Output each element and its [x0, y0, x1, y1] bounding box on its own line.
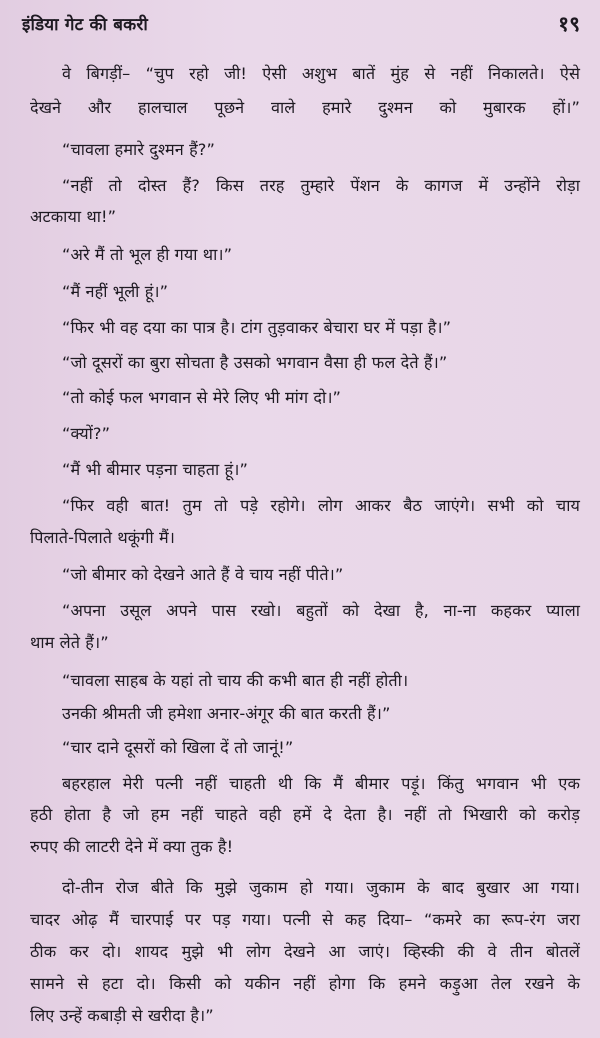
- text-line: पिलाते-पिलाते थकूंगी मैं।: [30, 528, 175, 547]
- running-title: इंडिया गेट की बकरी: [22, 15, 148, 35]
- page-number: १९: [558, 12, 580, 36]
- text-line: दो-तीन रोज बीते कि मुझे जुकाम हो गया। जुकाम के बाद बुखार आ गया।: [62, 878, 580, 897]
- text-line: “चार दाने दूसरों को खिला दें तो जानूं!”: [62, 738, 294, 757]
- text-line: “क्यों?”: [62, 424, 111, 443]
- text-line: “जो बीमार को देखने आते हैं वे चाय नहीं पीते।”: [62, 565, 344, 584]
- text-line: “जो दूसरों का बुरा सोचता है उसको भगवान वैसा ही फल देते हैं।”: [62, 353, 448, 372]
- text-line: “अरे मैं तो भूल ही गया था।”: [62, 245, 233, 264]
- text-line: “चावला साहब के यहां तो चाय की कभी बात ही नहीं होती।: [62, 671, 409, 690]
- text-line: हठी होता है जो हम नहीं चाहते वही हमें दे देता है। नहीं तो भिखारी को करोड़: [30, 805, 580, 824]
- text-line: “चावला हमारे दुश्मन हैं?”: [62, 140, 215, 159]
- text-line: उनकी श्रीमती जी हमेशा अनार-अंगूर की बात करती हैं।”: [62, 704, 391, 723]
- text-line: “फिर वही बात! तुम तो पड़े रहोगे। लोग आकर बैठ जाएंगे। सभी को चाय: [62, 496, 580, 515]
- text-line: थाम लेते हैं।”: [30, 633, 109, 652]
- text-line: ठीक कर दो। शायद मुझे भी लोग देखने आ जाएं। व्हिस्की की वे तीन बोतलें: [30, 942, 580, 961]
- text-line: “फिर भी वह दया का पात्र है। टांग तुड़वाकर बेचारा घर में पड़ा है।”: [62, 318, 452, 337]
- text-line: सामने से हटा दो। किसी को यकीन नहीं होगा कि हमने कड़ुआ तेल रखने के: [30, 974, 580, 993]
- text-line: “मैं नहीं भूली हूं।”: [62, 282, 169, 301]
- text-line: देखने और हालचाल पूछने वाले हमारे दुश्मन को मुबारक हों।”: [30, 98, 580, 117]
- text-line: “अपना उसूल अपने पास रखो। बहुतों को देखा है, ना-ना कहकर प्याला: [62, 601, 580, 620]
- text-line: बहरहाल मेरी पत्नी नहीं चाहती थी कि मैं बीमार पड़ूं। किंतु भगवान भी एक: [62, 774, 580, 793]
- text-line: चादर ओढ़ मैं चारपाई पर पड़ गया। पत्नी से कह दिया– “कमरे का रूप-रंग जरा: [30, 910, 580, 929]
- text-line: वे बिगड़ीं– “चुप रहो जी! ऐसी अशुभ बातें मुंह से नहीं निकालते। ऐसे: [62, 64, 580, 83]
- page-header: [22, 12, 580, 42]
- text-line: “तो कोई फल भगवान से मेरे लिए भी मांग दो।”: [62, 388, 342, 407]
- text-line: लिए उन्हें कबाड़ी से खरीदा है।”: [30, 1006, 214, 1025]
- text-line: अटकाया था!”: [30, 207, 117, 226]
- text-line: रुपए की लाटरी देने में क्या तुक है!: [30, 837, 234, 856]
- text-line: “नहीं तो दोस्त हैं? किस तरह तुम्हारे पेंशन के कागज में उन्होंने रोड़ा: [62, 176, 580, 195]
- text-line: “मैं भी बीमार पड़ना चाहता हूं।”: [62, 460, 248, 479]
